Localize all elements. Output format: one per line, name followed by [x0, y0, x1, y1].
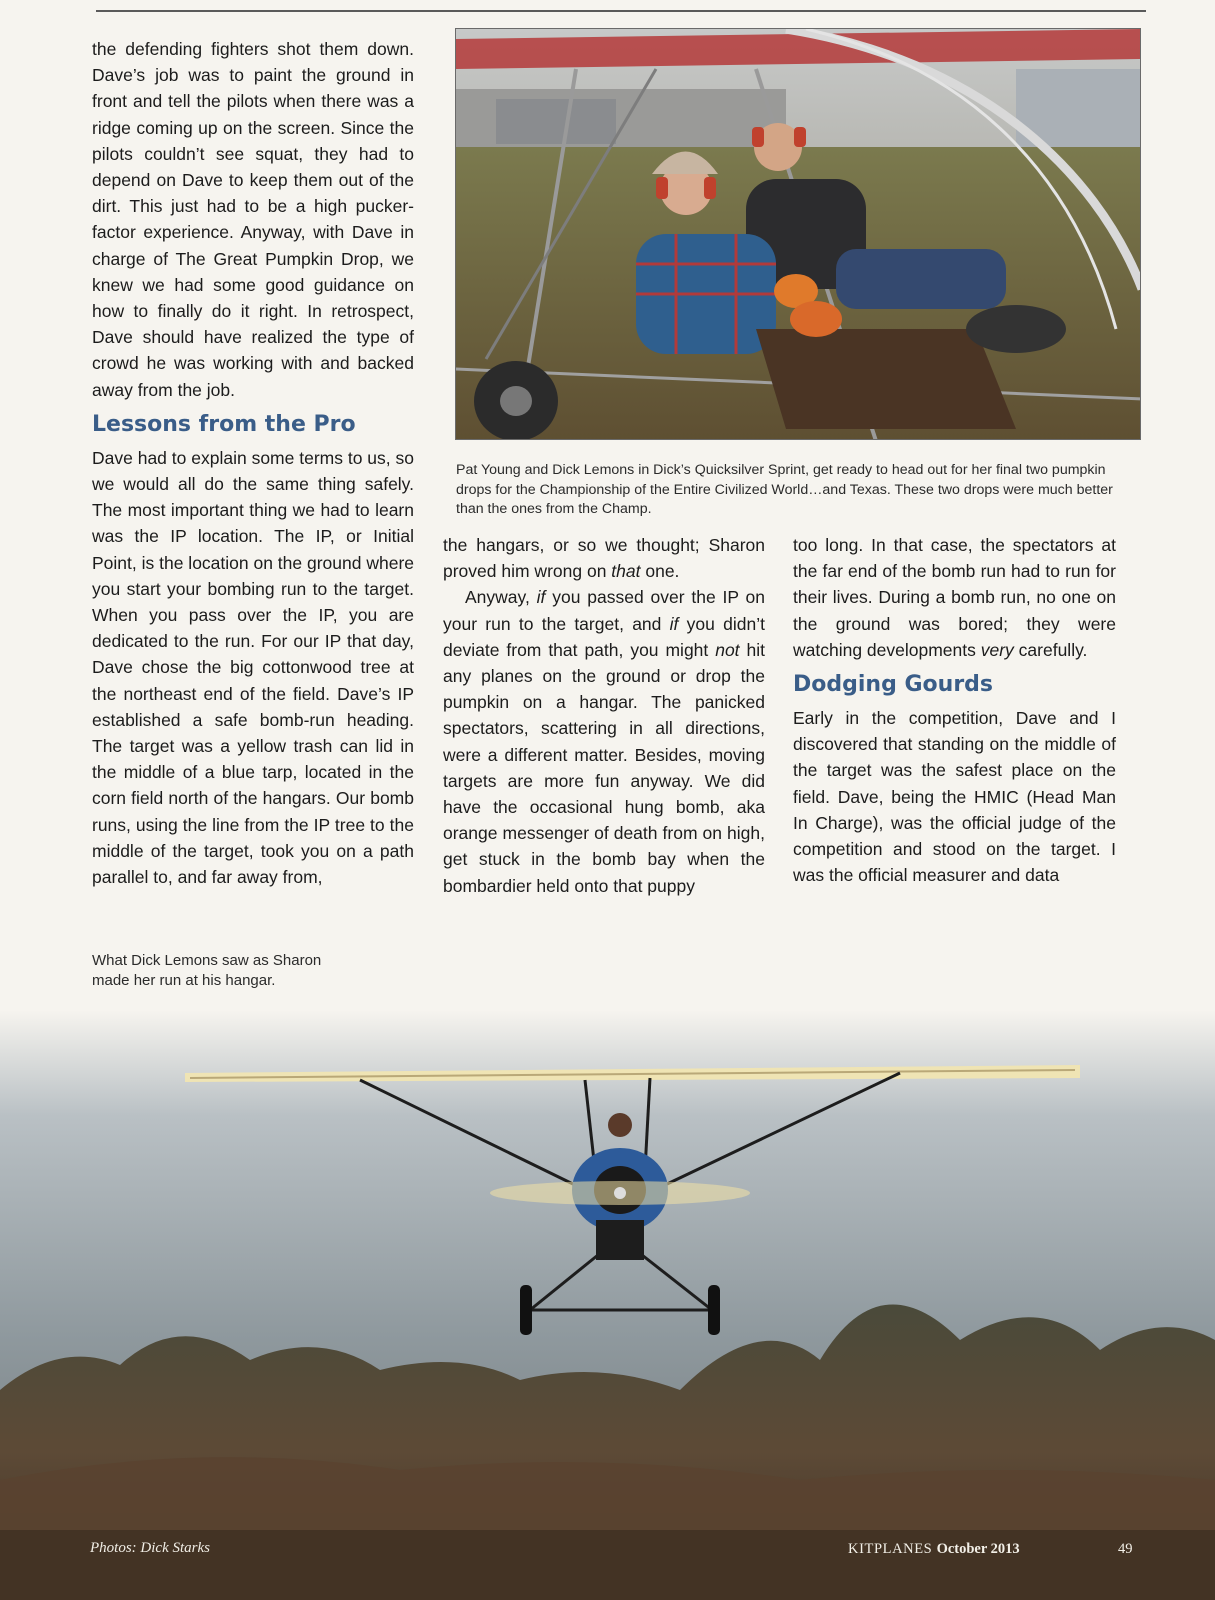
column-1-paragraph-2: Dave had to explain some terms to us, so we would all do the same thing safely. The most important thing we had to learn was the IP location. The IP, or Initial Point, is the location on the ground where you start your bombing run to the target. When you pass over the IP, you are dedicated to the run. For our IP that day, Dave chose the big cottonwood tree at the northeast end of the field. Dave’s IP established a safe bomb-run heading. The target was a yellow trash can lid in the middle of a blue tarp, located in the corn field north of the hangars. Our bomb runs, using the line from the IP tree to the middle of the target, took you on a path parallel to, and far away from, — [92, 447, 415, 888]
text-run: you passed over the IP on your run to the target, and — [443, 587, 765, 634]
column-1 — [92, 36, 414, 890]
column-2 — [443, 532, 765, 899]
top-rule — [96, 10, 1146, 12]
text-run: hit any planes on the ground or drop the pumpkin on a hangar. The panicked spectators, scattering in all directions, were a different matter. Besides, moving targets are more fun anyway. We did have the occasional hung bomb, aka orange messenger of death from on high, get stuck in the bomb bay when the bombardier held onto that puppy — [443, 639, 765, 896]
emphasis-text: if — [536, 587, 546, 608]
magazine-folio — [848, 1541, 1020, 1558]
emphasis-text: that — [611, 561, 641, 582]
column-3 — [793, 532, 1116, 888]
biplane-image — [0, 1010, 1215, 1600]
quicksilver-sprint-image — [456, 29, 1141, 440]
column-3-paragraph-2: Early in the competition, Dave and I discovered that standing on the middle of the target was the safest place on the field. Dave, being the HMIC (Head Man In Charge), was the official judge of the competition and stood on the target. I was the official measurer and data — [793, 708, 1116, 886]
issue-date: October 2013 — [936, 1541, 1020, 1557]
column-1-paragraph-1: the defending fighters shot them down. Dave’s job was to paint the ground in front and tell the pilots when there was a ridge coming up on the screen. Since the pilots couldn’t see squat, they had to depend on Dave to keep them out of the dirt. This just had to be a high pucker-factor experience. Anyway, with Dave in charge of The Great Pumpkin Drop, we knew we had some good guidance on how to finally do it right. In retrospect, Dave should have realized the type of crowd he was working with and backed away from the job. — [92, 39, 414, 400]
photo-credit: Photos: Dick Starks — [90, 1540, 210, 1556]
column-2-paragraph-1 — [443, 532, 765, 584]
emphasis-text: not — [715, 639, 740, 660]
magazine-name: KITPLANES — [848, 1541, 933, 1557]
text-run: too long. In that case, the spectators at the far end of the bomb run had to run for their lives. During a bomb run, no one on the ground was bored; they were watching developments — [793, 535, 1116, 660]
biplane-photo — [0, 1010, 1215, 1600]
text-run: the hangars, or so we thought; Sharon proved him wrong on — [443, 535, 765, 582]
section-heading-lessons: Lessons from the Pro — [92, 411, 356, 437]
text-run: one. — [640, 561, 680, 582]
photo-caption-top: Pat Young and Dick Lemons in Dick’s Quicksilver Sprint, get ready to head out for her final two pumpkin drops for the Championship of the Entire Civilized World…and Texas. These two drops were much better than the ones from the Champ. — [456, 462, 1113, 517]
text-run: Anyway, — [465, 587, 537, 608]
text-run: carefully. — [1013, 639, 1088, 660]
text-run: you didn’t deviate from that path, you might — [443, 613, 765, 660]
column-2-paragraph-2 — [443, 584, 765, 898]
emphasis-text: very — [980, 639, 1014, 660]
column-3-paragraph-1 — [793, 532, 1116, 663]
quicksilver-sprint-photo — [455, 28, 1141, 440]
emphasis-text: if — [669, 613, 679, 634]
section-heading-dodging: Dodging Gourds — [793, 672, 994, 698]
page-number: 49 — [1118, 1541, 1133, 1557]
photo-caption-bottom: What Dick Lemons saw as Sharon made her run at his hangar. — [92, 952, 322, 989]
